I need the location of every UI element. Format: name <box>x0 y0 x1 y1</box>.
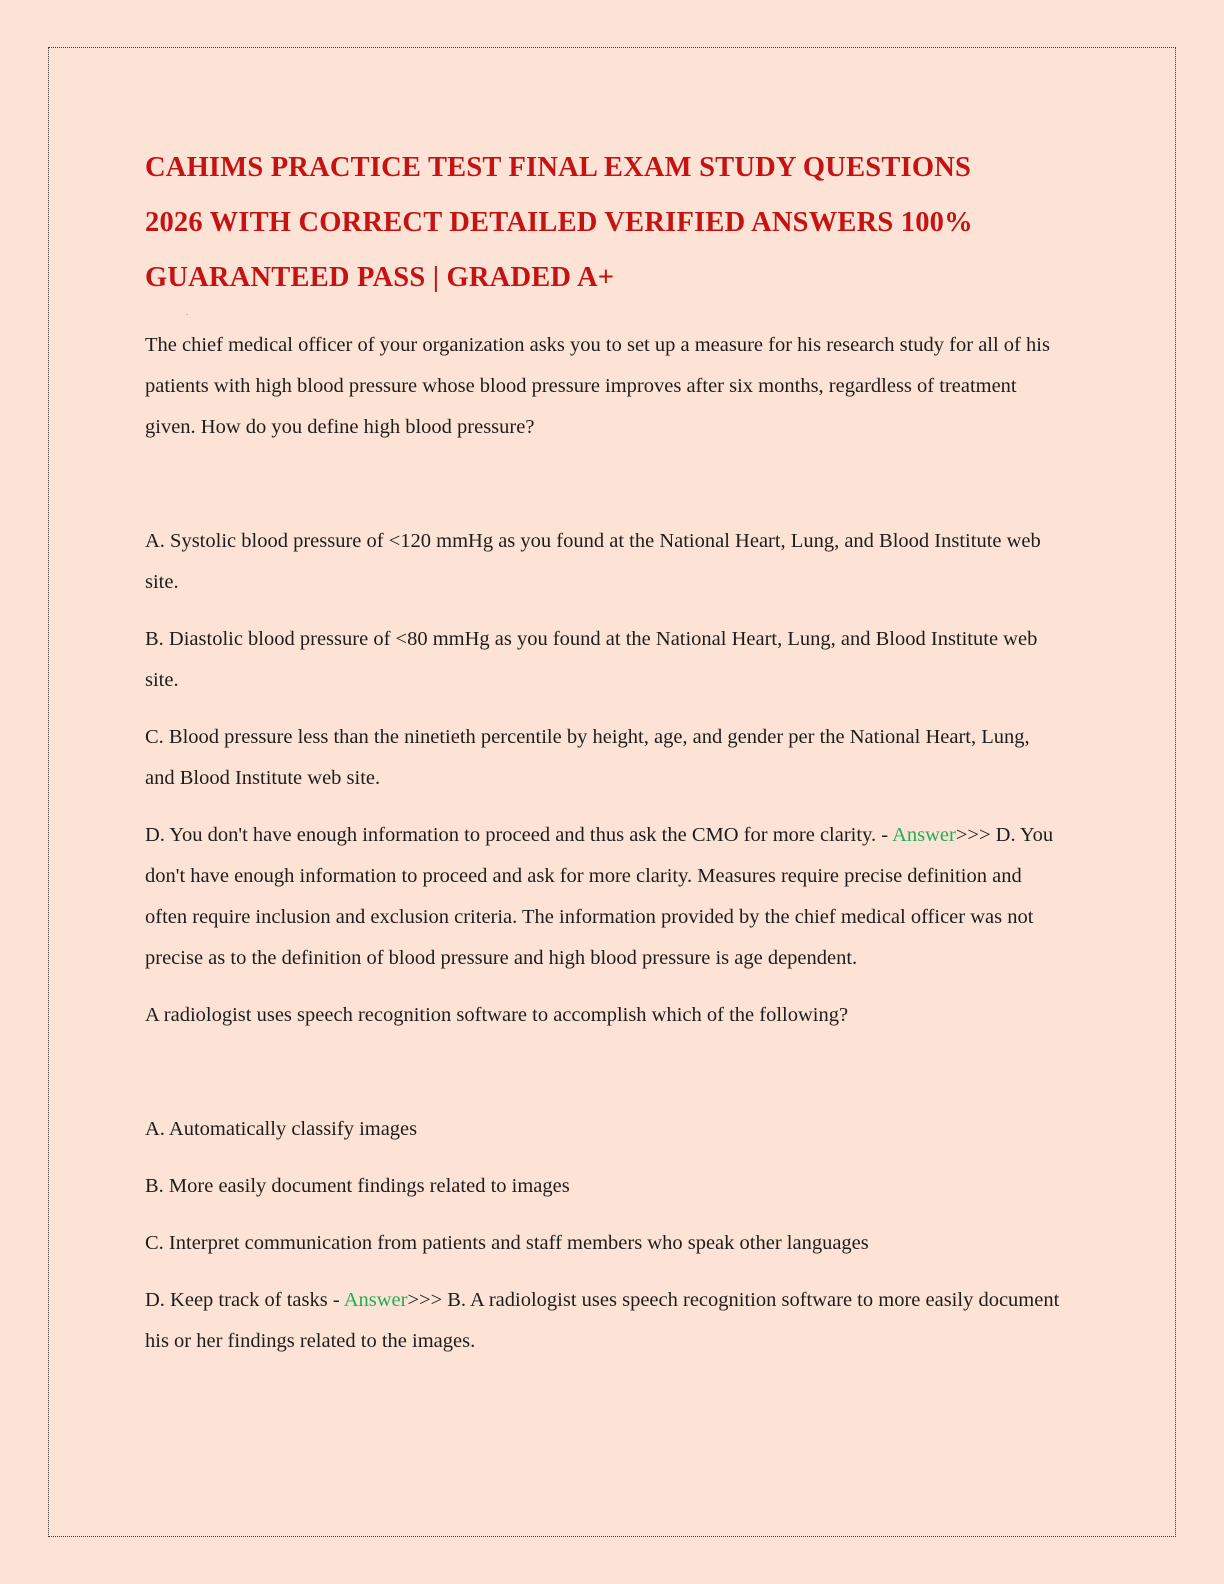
question-1-option-a: A. Systolic blood pressure of <120 mmHg as you found at the National Heart, Lung, and Blood Institute web site. <box>145 530 1041 593</box>
document-content <box>145 140 1061 1378</box>
question-1-text: The chief medical officer of your organization asks you to set up a measure for his research study for all of his patients with high blood pressure whose blood pressure improves after six months, regardless of treatment given. How do you define high blood pressure? <box>145 334 1050 438</box>
question-block-1 <box>145 325 1061 979</box>
question-1-option-d-with-answer <box>145 815 1061 979</box>
title-line-2: 2026 WITH CORRECT DETAILED VERIFIED ANSWERS 100% <box>145 207 973 238</box>
question-2-text: A radiologist uses speech recognition software to accomplish which of the following? <box>145 1004 849 1026</box>
title-line-3: GUARANTEED PASS | GRADED A+ <box>145 262 615 293</box>
question-2-option-a: A. Automatically classify images <box>145 1118 418 1140</box>
question-1-option-c: C. Blood pressure less than the ninetieth percentile by height, age, and gender per the National Heart, Lung, and Blood Institute web site. <box>145 726 1030 789</box>
question-2-answer-label: Answer <box>343 1289 408 1311</box>
stray-period-mark: . <box>186 307 189 317</box>
question-1-answer-explanation: >>> D. You don't have enough information to proceed and ask for more clarity. Measures require precise definition and often require inclusion and exclusion criteria. The information provided by the chief medical officer was not precise as to the definition of blood pressure and high blood pressure is age dependent. <box>145 824 1054 969</box>
title-line-1: CAHIMS PRACTICE TEST FINAL EXAM STUDY QUESTIONS <box>145 152 972 183</box>
document-title <box>145 140 1061 305</box>
question-2-option-d-text: D. Keep track of tasks - <box>145 1289 344 1311</box>
question-1-option-d-text: D. You don't have enough information to proceed and thus ask the CMO for more clarity. - <box>145 824 893 846</box>
question-2-option-b: B. More easily document findings related to images <box>145 1175 570 1197</box>
question-1-answer-label: Answer <box>892 824 956 846</box>
question-2-option-d-with-answer <box>145 1280 1061 1362</box>
question-1-option-b: B. Diastolic blood pressure of <80 mmHg as you found at the National Heart, Lung, and Blood Institute web site. <box>145 628 1038 691</box>
question-2-answer-explanation: >>> B. A radiologist uses speech recognition software to more easily document his or her findings related to the images. <box>145 1289 1060 1352</box>
question-block-2 <box>145 995 1061 1362</box>
blank-line <box>145 1052 1061 1093</box>
blank-line <box>145 464 1061 505</box>
question-2-option-c: C. Interpret communication from patients and staff members who speak other languages <box>145 1232 869 1254</box>
